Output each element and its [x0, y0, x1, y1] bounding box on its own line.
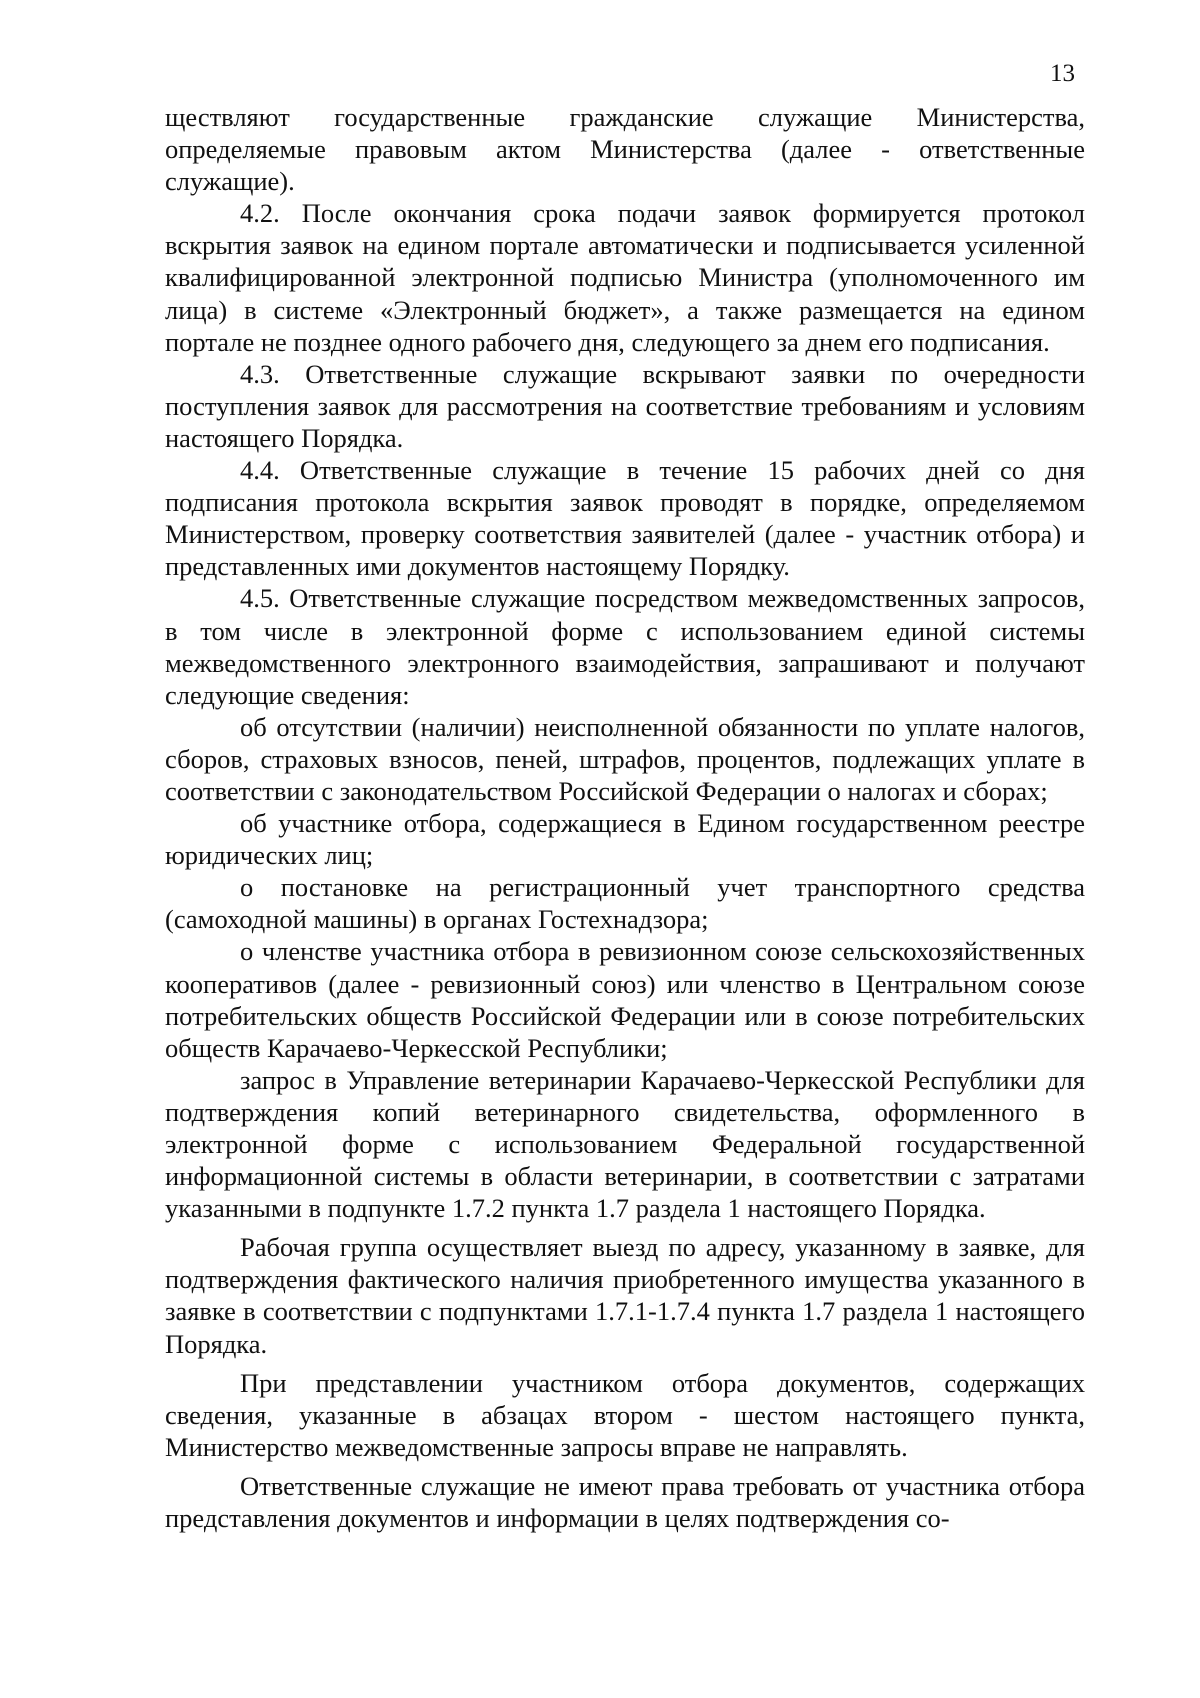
paragraph: 4.3. Ответственные служащие вскрывают заявки по очередности поступления заявок для рассмотрения на соответствие требованиям и условиям настоящего Порядка. — [165, 358, 1085, 453]
paragraph: 4.5. Ответственные служащие посредством межведомственных запросов, в том числе в электронной форме с использованием единой системы межведомственного электронного взаимодействия, запрашивают и получают следующие сведения: — [165, 583, 1085, 710]
paragraph: При представлении участником отбора документов, содержащих сведения, указанные в абзацах втором - шестом настоящего пункта, Министерство межведомственные запросы вправе не направлять. — [165, 1367, 1085, 1462]
paragraph: об отсутствии (наличии) неисполненной обязанности по уплате налогов, сборов, страховых взносов, пеней, штрафов, процентов, подлежащих уплате в соответствии с законодательством Российской Федерации о налогах и сборах; — [165, 711, 1085, 806]
paragraph: Рабочая группа осуществляет выезд по адресу, указанному в заявке, для подтверждения фактического наличия приобретенного имущества указанного в заявке в соответствии с подпунктами 1.7.1-1.7.4 пункта 1.7 раздела 1 настоящего Порядка. — [165, 1232, 1085, 1359]
paragraph: о членстве участника отбора в ревизионном союзе сельскохозяйственных кооперативов (далее - ревизионный союз) или членство в Центральном союзе потребительских обществ Российской Федерации или в союзе потребительских обществ Карачаево-Черкесской Республики; — [165, 936, 1085, 1063]
document-body — [165, 101, 1085, 1534]
paragraph: 4.2. После окончания срока подачи заявок формируется протокол вскрытия заявок на едином портале автоматически и подписывается усиленной квалифицированной электронной подписью Министра (уполномоченного им лица) в системе «Электронный бюджет», а также размещается на едином портале не позднее одного рабочего дня, следующего за днем его подписания. — [165, 198, 1085, 357]
paragraph: 4.4. Ответственные служащие в течение 15 рабочих дней со дня подписания протокола вскрытия заявок проводят в порядке, определяемом Министерством, проверку соответствия заявителей (далее - участник отбора) и представленных ими документов настоящему Порядку. — [165, 455, 1085, 582]
paragraph: об участнике отбора, содержащиеся в Едином государственном реестре юридических лиц; — [165, 808, 1085, 871]
paragraph: Ответственные служащие не имеют права требовать от участника отбора представления документов и информации в целях подтверждения со- — [165, 1470, 1085, 1534]
paragraph: запрос в Управление ветеринарии Карачаево-Черкесской Республики для подтверждения копий ветеринарного свидетельства, оформленного в электронной форме с использованием Федеральной государственной информационной системы в области ветеринарии, в соответствии с затратами указанными в подпункте 1.7.2 пункта 1.7 раздела 1 настоящего Порядка. — [165, 1064, 1085, 1224]
page-number: 13 — [1050, 60, 1075, 87]
paragraph: о постановке на регистрационный учет транспортного средства (самоходной машины) в органах Гостехнадзора; — [165, 872, 1085, 935]
paragraph: ществляют государственные гражданские служащие Министерства, определяемые правовым актом Министерства (далее - ответственные служащие). — [165, 102, 1085, 197]
